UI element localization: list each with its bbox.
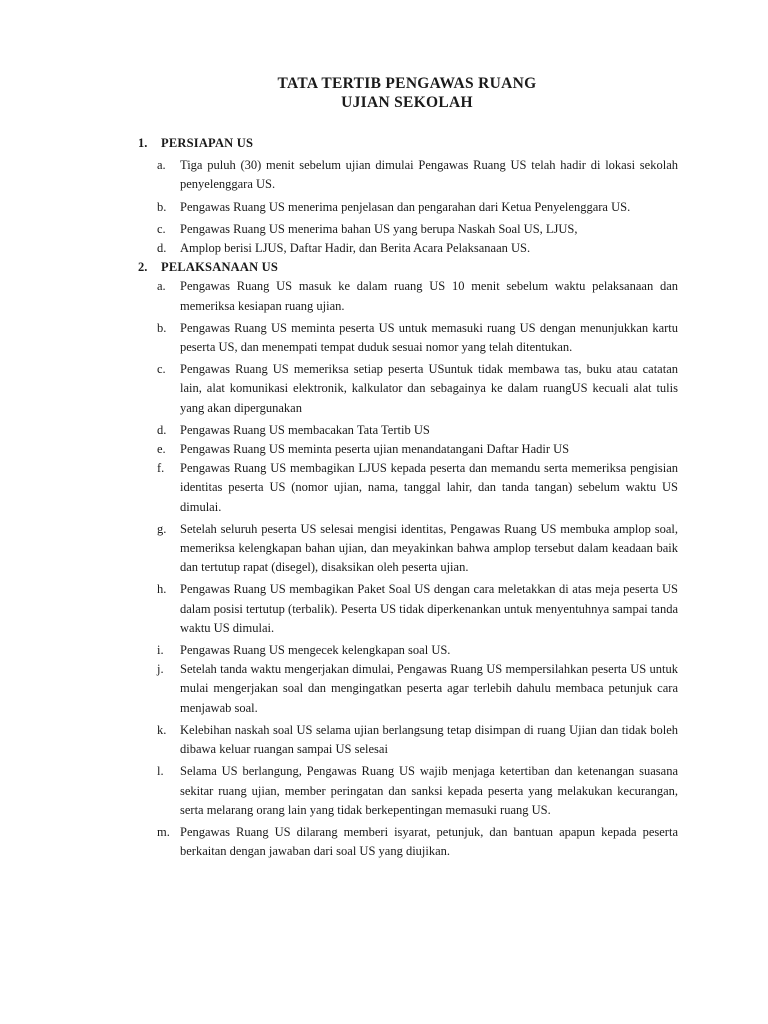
list-item <box>138 721 678 759</box>
list-item <box>138 440 678 459</box>
item-letter: m. <box>157 824 170 839</box>
item-letter: c. <box>157 221 166 236</box>
item-text: Pengawas Ruang US dilarang memberi isyarat, petunjuk, dan bantuan apapun kepada peserta berkaitan dengan jawaban dari soal US yang diujikan. <box>180 824 678 859</box>
item-text: Pengawas Ruang US meminta peserta US untuk memasuki ruang US dengan menunjukkan kartu peserta US, dan menempati tempat duduk sesuai nomor yang telah ditentukan. <box>180 320 678 355</box>
item-text: Pengawas Ruang US masuk ke dalam ruang US 10 menit sebelum waktu pelaksanaan dan memeriksa kesiapan ruang ujian. <box>180 279 678 313</box>
item-text: Kelebihan naskah soal US selama ujian berlangsung tetap disimpan di ruang Ujian dan tidak boleh dibawa keluar ruangan sampai US selesai <box>180 722 678 757</box>
section-heading <box>138 134 678 153</box>
item-text: Amplop berisi LJUS, Daftar Hadir, dan Berita Acara Pelaksanaan US. <box>180 241 531 256</box>
item-text: Setelah tanda waktu mengerjakan dimulai, Pengawas Ruang US mempersilahkan peserta US untuk mulai mengerjakan soal dan mengingatkan peserta agar terlebih dahulu membaca petunjuk cara menjawab soal. <box>180 662 678 715</box>
item-list <box>138 277 678 861</box>
item-text: Pengawas Ruang US membagikan Paket Soal US dengan cara meletakkan di atas meja peserta US dalam posisi tertutup (terbalik). Peserta US tidak diperkenankan untuk menyentuhnya sampai tanda waktu US dimulai. <box>180 582 678 635</box>
item-text: Selama US berlangung, Pengawas Ruang US wajib menjaga ketertiban dan ketenangan suasana sekitar ruang ujian, member peringatan dan sanksi kepada peserta yang melakukan kecurangan, serta melarang orang lain yang tidak berkepentingan memasuki ruang US. <box>180 764 678 817</box>
item-text: Pengawas Ruang US membacakan Tata Tertib US <box>180 422 430 437</box>
list-item <box>138 319 678 357</box>
item-text: Pengawas Ruang US mengecek kelengkapan soal US. <box>180 643 451 658</box>
list-item <box>138 520 678 578</box>
title-line-2: UJIAN SEKOLAH <box>341 94 473 111</box>
item-letter: e. <box>157 442 166 457</box>
item-letter: b. <box>157 320 167 335</box>
list-item <box>138 641 678 660</box>
item-text: Pengawas Ruang US menerima penjelasan dan pengarahan dari Ketua Penyelenggara US. <box>180 199 631 214</box>
item-letter: g. <box>157 521 167 536</box>
list-item <box>138 580 678 638</box>
item-letter: j. <box>157 662 164 677</box>
list-item <box>138 239 678 258</box>
list-item <box>138 198 678 217</box>
document-body <box>138 134 678 861</box>
item-text: Pengawas Ruang US membagikan LJUS kepada peserta dan memandu serta memeriksa pengisian identitas peserta US (nomor ujian, nama, tanggal lahir, dan tanda tangan) sebelum waktu US dimulai. <box>180 461 678 514</box>
item-letter: d. <box>157 422 167 437</box>
section-pelaksanaan <box>138 258 678 861</box>
item-text: Pengawas Ruang US menerima bahan US yang berupa Naskah Soal US, LJUS, <box>180 221 578 236</box>
item-text: Tiga puluh (30) menit sebelum ujian dimulai Pengawas Ruang US telah hadir di lokasi sekolah penyelenggara US. <box>180 158 678 192</box>
section-title: PERSIAPAN US <box>161 136 254 150</box>
item-letter: b. <box>157 199 167 214</box>
item-letter: a. <box>157 158 166 173</box>
list-item <box>138 660 678 718</box>
item-letter: i. <box>157 643 164 658</box>
item-letter: c. <box>157 362 166 377</box>
list-item <box>138 762 678 820</box>
item-letter: l. <box>157 764 164 779</box>
item-letter: a. <box>157 279 166 294</box>
list-item <box>138 421 678 440</box>
section-heading <box>138 258 678 277</box>
document-title <box>0 74 768 112</box>
list-item <box>138 156 678 194</box>
item-letter: f. <box>157 461 165 476</box>
item-text: Pengawas Ruang US memeriksa setiap peserta USuntuk tidak membawa tas, buku atau catatan lain, alat komunikasi elektronik, kalkulator dan sebagainya ke dalam ruangUS kecuali alat tulis yang akan dipergunakan <box>180 362 678 415</box>
item-letter: d. <box>157 241 167 256</box>
list-item <box>138 823 678 861</box>
list-item <box>138 220 678 239</box>
item-list <box>138 156 678 258</box>
item-letter: h. <box>157 582 167 597</box>
section-persiapan <box>138 134 678 258</box>
item-text: Setelah seluruh peserta US selesai mengisi identitas, Pengawas Ruang US membuka amplop soal, memeriksa kelengkapan bahan ujian, dan meyakinkan bahwa amplop tersebut dalam keadaan baik dan tertutup rapat (disegel), disaksikan oleh peserta ujian. <box>180 521 678 575</box>
title-line-1: TATA TERTIB PENGAWAS RUANG <box>277 75 537 92</box>
list-item <box>138 277 678 315</box>
section-number: 1. <box>138 136 148 150</box>
list-item <box>138 360 678 418</box>
item-letter: k. <box>157 722 167 737</box>
item-text: Pengawas Ruang US meminta peserta ujian menandatangani Daftar Hadir US <box>180 442 570 457</box>
section-title: PELAKSANAAN US <box>161 260 279 275</box>
list-item <box>138 459 678 517</box>
section-number: 2. <box>138 260 148 275</box>
